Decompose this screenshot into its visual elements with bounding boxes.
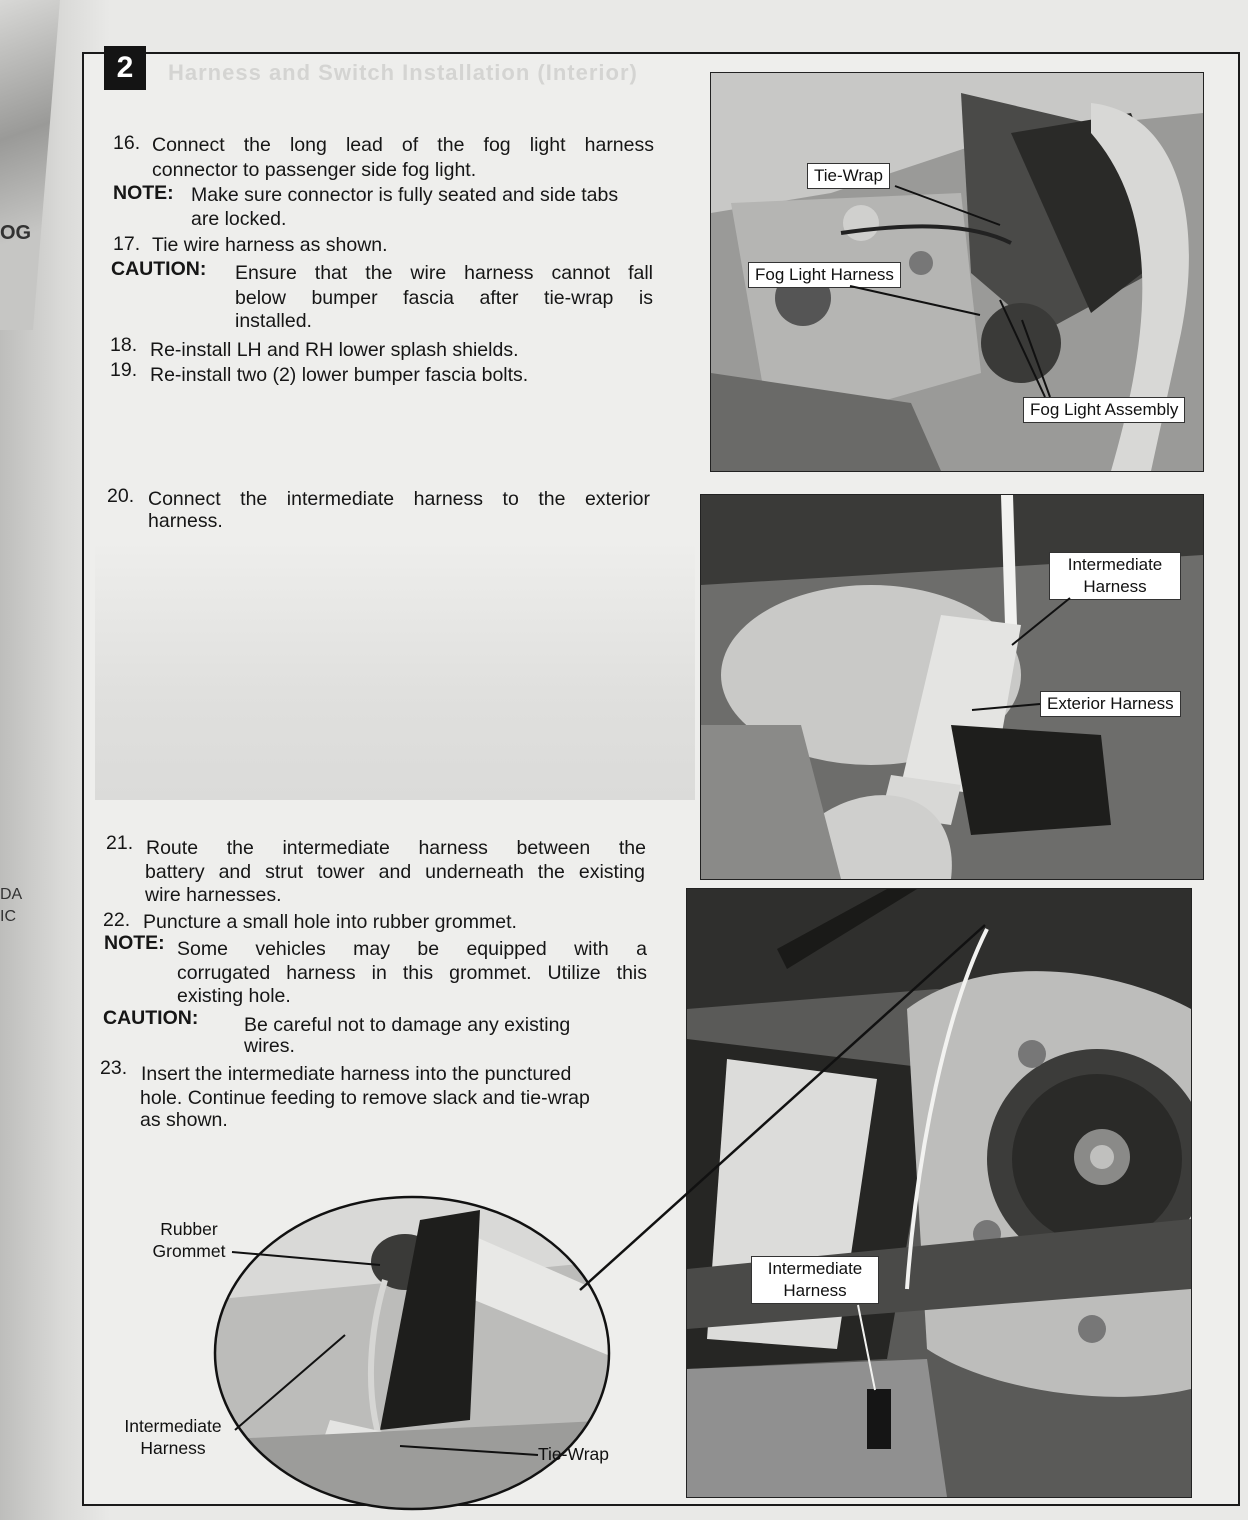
- step-23-line2: hole. Continue feeding to remove slack and tie-wrap: [140, 1087, 590, 1109]
- caution-2-line2: wires.: [244, 1035, 295, 1057]
- edge-fragment-ic: IC: [0, 908, 16, 925]
- inset-label-intermediate-harness: [118, 1415, 228, 1459]
- note-2-line2: corrugated harness in this grommet. Utilize this: [177, 962, 647, 984]
- step-17-text: Tie wire harness as shown.: [152, 234, 388, 256]
- inset-label-tie-wrap: Tie-Wrap: [538, 1444, 609, 1464]
- edge-fragment-da: DA: [0, 886, 23, 903]
- step-20-line1: Connect the intermediate harness to the exterior: [148, 488, 650, 510]
- step-21-line2: battery and strut tower and underneath the existing: [145, 861, 645, 883]
- step-20-line2: harness.: [148, 510, 223, 532]
- photo3-leader: [858, 1305, 875, 1390]
- inset-rubber-line2: Grommet: [152, 1241, 226, 1261]
- page-title-bleed: Harness and Switch Installation (Interior): [168, 60, 638, 85]
- inset-to-photo-leader: [580, 925, 985, 1290]
- caution-1-line2: below bumper fascia after tie-wrap is: [235, 287, 653, 309]
- inset-intermediate-line2: Harness: [140, 1438, 206, 1458]
- step-22-text: Puncture a small hole into rubber grommet.: [143, 911, 517, 933]
- inset-label-rubber-grommet: [148, 1218, 230, 1262]
- note-2-line1: Some vehicles may be equipped with a: [177, 938, 647, 960]
- inset-rubber-line1: Rubber: [160, 1219, 218, 1239]
- inset-grommet-view: [210, 1190, 620, 1520]
- callout-intermediate-line2: Harness: [1083, 577, 1147, 596]
- note-2-line3: existing hole.: [177, 985, 291, 1007]
- note-1-line1: Make sure connector is fully seated and side tabs: [191, 184, 619, 206]
- note-1-label: NOTE:: [113, 182, 174, 204]
- step-18-number: 18.: [110, 334, 138, 356]
- step-18-text: Re-install LH and RH lower splash shields.: [150, 339, 519, 361]
- step-16-line1: Connect the long lead of the fog light harness: [152, 134, 654, 156]
- edge-fragment-og: OG: [0, 222, 32, 244]
- step-22-number: 22.: [103, 909, 131, 931]
- step-19-number: 19.: [110, 359, 138, 381]
- callout-exterior-harness: Exterior Harness: [1040, 691, 1181, 717]
- step-21-number: 21.: [106, 832, 134, 854]
- step-23-line3: as shown.: [140, 1109, 228, 1131]
- photo2-leaders: [972, 598, 1070, 710]
- callout-intermediate-line1: Intermediate: [1067, 555, 1163, 574]
- step-16-line2: connector to passenger side fog light.: [152, 159, 477, 181]
- note-1-line2: are locked.: [191, 208, 287, 230]
- step-21-line1: Route the intermediate harness between the: [146, 837, 646, 859]
- note-2-label: NOTE:: [104, 932, 165, 954]
- step-20-number: 20.: [107, 485, 135, 507]
- inset-intermediate-line1: Intermediate: [124, 1416, 222, 1436]
- callout-fog-light-harness: Fog Light Harness: [748, 262, 901, 288]
- caution-2-label: CAUTION:: [103, 1007, 199, 1029]
- step-23-line1: Insert the intermediate harness into the punctured: [141, 1063, 572, 1085]
- step-19-text: Re-install two (2) lower bumper fascia bolts.: [150, 364, 529, 386]
- callout-fog-light-assembly: Fog Light Assembly: [1023, 397, 1185, 423]
- step-23-number: 23.: [100, 1057, 128, 1079]
- step-21-line3: wire harnesses.: [145, 884, 282, 906]
- caution-2-line1: Be careful not to damage any existing: [244, 1014, 571, 1036]
- step-badge: 2: [104, 46, 146, 90]
- callout-intermediate-line1: Intermediate: [767, 1259, 863, 1278]
- caution-1-label: CAUTION:: [111, 258, 207, 280]
- step-16-number: 16.: [113, 132, 141, 154]
- photo1-leaders: [850, 186, 1050, 397]
- callout-tie-wrap: Tie-Wrap: [807, 163, 890, 189]
- callout-intermediate-line2: Harness: [783, 1281, 847, 1300]
- caution-1-line3: installed.: [235, 310, 312, 332]
- caution-1-line1: Ensure that the wire harness cannot fall: [235, 262, 653, 284]
- step-17-number: 17.: [113, 233, 141, 255]
